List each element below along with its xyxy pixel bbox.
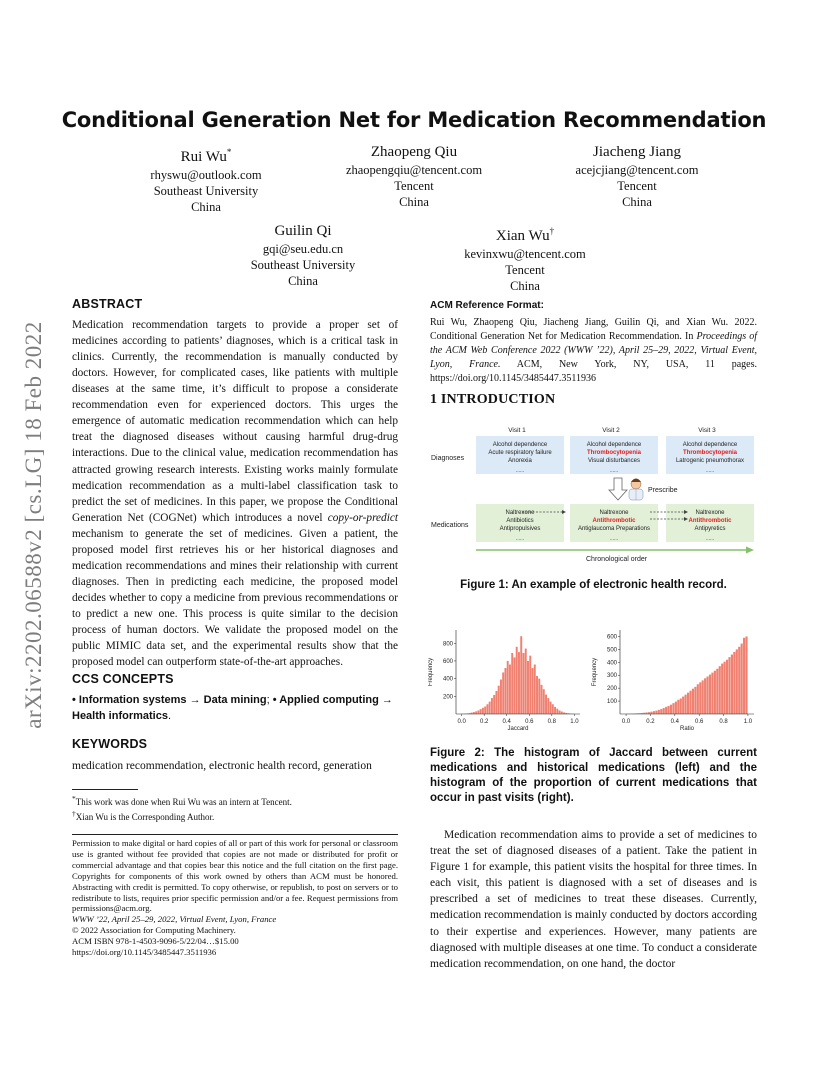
row-label-diagnoses: Diagnoses: [431, 455, 465, 462]
histogram-bar: [658, 710, 660, 714]
visit-label: Visit 1: [508, 427, 526, 434]
footnote-rule: [72, 789, 138, 790]
histogram-bar: [559, 710, 561, 714]
y-tick-label: 300: [606, 673, 617, 680]
medication-ellipsis: ......: [515, 536, 525, 542]
author-block: [527, 143, 747, 210]
histogram-bar: [556, 709, 558, 714]
medication-item: Antiglaucoma Preparations: [577, 526, 651, 532]
acm-ref-heading: ACM Reference Format:: [430, 300, 544, 311]
author-block: [304, 143, 524, 210]
y-tick-label: 100: [606, 699, 617, 706]
medication-item: Antibiotics: [506, 518, 534, 524]
histogram-bar: [536, 676, 538, 714]
arxiv-watermark: [14, 290, 54, 760]
histogram-bar: [543, 689, 545, 714]
x-tick-label: 0.2: [480, 719, 489, 725]
permission-isbn: ACM ISBN 978-1-4503-9096-5/22/04…$15.00: [72, 936, 239, 947]
medication-item: Naltrexone: [695, 510, 725, 516]
histogram-bar: [741, 644, 743, 714]
y-tick-label: 200: [442, 694, 453, 701]
x-tick-label: 0.4: [670, 719, 679, 725]
histogram-bar: [561, 712, 563, 714]
histogram-bar: [699, 682, 701, 714]
histogram-bar: [491, 698, 493, 714]
histogram-bar: [709, 675, 711, 714]
author-country: China: [510, 279, 540, 293]
author-name: Jiacheng Jiang: [593, 144, 681, 160]
diagnosis-item: Visual disturbances: [588, 458, 640, 464]
author-affil: Tencent: [394, 179, 434, 193]
author-email: acejcjiang@tencent.com: [575, 163, 699, 177]
prescribe-label: Prescribe: [648, 487, 678, 494]
histogram-bar: [513, 657, 515, 714]
abstract-text: Medication recommendation targets to provide a proper set of medicines according to patients’ diagnoses, which is a critical task in clinics. Currently, the recommendation is manually conducted by doctors. However, for complicated cases, like patients with multiple diseases at the same time, it’s difficult to propose a considerate recommendation even for experienced doctors. This urges the emergence of automatic medication recommendation which can help treat the diagnosed diseases without causing harmful drug-drug interactions. Due to the clinical value, medication recommendation has attracted growing research interests. Existing works mainly formulate medication recommendation as a multi-label classification task to predict the set of medicines. In this paper, we propose the Conditional Generation Net (COGNet) which introduces a novel copy-or-predict mechanism to generate the set of medicines. Given a patient, the proposed model first retrieves his or her historical diagnoses and medication recommendations and mines their relationship with current diagnoses. Then in predicting each medicine, the proposed model decides whether to copy a medicine from previous recommendations or to predict a new one. This process is quite similar to the decision process of human doctors. We validate the proposed model on the public MIMIC data set, and the experimental results show that the proposed model can outperform state-of-the-art approaches.: [72, 319, 398, 669]
author-affil: Tencent: [617, 179, 657, 193]
histogram-bar: [489, 702, 491, 714]
diagnosis-item: Alcohol dependence: [682, 442, 738, 448]
x-tick-label: 1.0: [570, 719, 579, 725]
histogram-bar: [738, 647, 740, 714]
x-tick-label: 0.4: [502, 719, 511, 725]
histogram-bar: [726, 660, 728, 714]
ccs-section: [72, 671, 398, 724]
permission-doi: https://doi.org/10.1145/3485447.3511936: [72, 947, 217, 958]
diagnosis-item: Alcohol dependence: [586, 442, 642, 448]
x-tick-label: 0.6: [525, 719, 534, 725]
histogram-bar: [552, 704, 554, 714]
keywords-text: medication recommendation, electronic health record, generation: [72, 760, 372, 773]
diagnosis-item: Thrombocytopenia: [586, 450, 642, 456]
y-tick-label: 600: [606, 634, 617, 641]
histogram-bar: [538, 679, 540, 714]
histogram-bar: [534, 664, 536, 714]
histogram-bar: [736, 649, 738, 714]
figure-1-ehr: [428, 422, 758, 572]
histogram-bar: [743, 638, 745, 714]
permission-venue: WWW ’22, April 25–29, 2022, Virtual Event, Lyon, France: [72, 914, 277, 925]
keywords-section: [72, 736, 398, 774]
x-tick-label: 0.8: [547, 719, 556, 725]
histogram-bar: [650, 712, 652, 714]
x-tick-label: 0.0: [457, 719, 466, 725]
medication-ellipsis: ......: [705, 536, 715, 542]
author-name: Zhaopeng Qiu: [370, 144, 458, 160]
medication-item: Naltrexone: [505, 510, 535, 516]
histogram-bar: [685, 695, 687, 714]
diagnosis-item: Alcohol dependence: [492, 442, 548, 448]
histogram-bar: [532, 668, 534, 714]
timeline-arrow: [476, 547, 754, 554]
histogram-jaccard: [428, 630, 580, 732]
x-axis-label: Jaccard: [507, 726, 529, 732]
author-country: China: [622, 195, 652, 209]
histogram-bar: [500, 680, 502, 714]
diagnosis-item: Latrogenic pneumothorax: [675, 458, 745, 464]
visit-label: Visit 2: [602, 427, 620, 434]
diagnosis-item: Acute respiratory failure: [488, 450, 552, 456]
x-tick-label: 0.6: [695, 719, 704, 725]
histogram-bar: [665, 707, 667, 714]
histogram-bar: [675, 702, 677, 714]
histogram-bar: [663, 708, 665, 714]
paper-title: Conditional Generation Net for Medication Recommendation: [61, 108, 767, 132]
histogram-bar: [509, 664, 511, 714]
histogram-bar: [547, 698, 549, 714]
y-tick-label: 200: [606, 686, 617, 693]
permission-text: Permission to make digital or hard copies of all or part of this work for personal or classroom use is granted without fee provided that copies are not made or distributed for profit or commercial advantage and that copies bear this notice and the full citation on the first page. Copyrights for components of this work owned by others than ACM must be honored. Abstracting with credit is permitted. To copy otherwise, or republish, to post on servers or to redistribute to lists, requires prior specific permission and/or a fee. Request permissions from permissions@acm.org.: [72, 838, 398, 914]
histogram-bar: [525, 649, 527, 714]
row-label-medications: Medications: [431, 522, 469, 529]
medication-item: Naltrexone: [599, 510, 629, 516]
histogram-bar: [682, 697, 684, 714]
histogram-bar: [706, 677, 708, 714]
histogram-bar: [689, 691, 691, 714]
arxiv-id-text: arXiv:2202.06588v2 [cs.LG] 18 Feb 2022: [21, 321, 46, 729]
x-tick-label: 1.0: [743, 719, 753, 725]
histogram-bar: [507, 661, 509, 714]
footnote-2: †Xian Wu is the Corresponding Author.: [72, 809, 215, 823]
author-email: gqi@seu.edu.cn: [262, 242, 344, 256]
histogram-bar: [745, 636, 747, 714]
histogram-bar: [687, 693, 689, 714]
histogram-bar: [668, 706, 670, 714]
histogram-bar: [719, 666, 721, 714]
histogram-bar: [655, 711, 657, 714]
ccs-text: • Information systems → Data mining; • Applied computing → Health informatics.: [72, 694, 393, 723]
visit-label: Visit 3: [698, 427, 716, 434]
author-block: [415, 222, 635, 294]
author-name: Rui Wu*: [180, 147, 232, 165]
prescribe-arrow-icon: [609, 478, 627, 500]
y-tick-label: 400: [606, 660, 617, 667]
histogram-bar: [724, 662, 726, 714]
author-affil: Tencent: [505, 263, 545, 277]
author-name: Guilin Qi: [274, 223, 332, 239]
histogram-bar: [702, 680, 704, 714]
histogram-bar: [653, 711, 655, 714]
histogram-bar: [670, 705, 672, 714]
histogram-ratio: [592, 630, 754, 732]
figure-2-caption: Figure 2: The histogram of Jaccard between current medications and historical medications (left) and the histogram of the proportion of current medications that occur in past visits (right).: [430, 747, 757, 804]
medication-item: Antipropulsives: [499, 526, 541, 532]
diagnosis-item: Anorexia: [508, 458, 532, 464]
medication-item: Antipyretics: [694, 526, 726, 532]
histogram-bar: [480, 709, 482, 714]
author-country: China: [191, 200, 221, 214]
histogram-bar: [721, 664, 723, 714]
intro-heading: 1 INTRODUCTION: [430, 392, 556, 407]
histogram-bar: [554, 707, 556, 714]
diagnosis-ellipsis: ......: [609, 468, 619, 474]
x-tick-label: 0.8: [719, 719, 728, 725]
histogram-bar: [694, 687, 696, 714]
histogram-bar: [697, 684, 699, 714]
histogram-bar: [523, 653, 525, 714]
diagnosis-item: Thrombocytopenia: [682, 450, 738, 456]
y-tick-label: 600: [442, 658, 453, 665]
permission-rule: [72, 834, 398, 835]
histogram-bar: [545, 695, 547, 714]
diagnosis-ellipsis: ......: [705, 468, 715, 474]
histogram-bar: [704, 678, 706, 714]
permission-copyright: © 2022 Association for Computing Machinery.: [72, 925, 236, 936]
histogram-bar: [672, 703, 674, 714]
doctor-icon: [629, 479, 643, 501]
y-tick-label: 500: [606, 647, 617, 654]
histogram-bar: [477, 710, 479, 714]
diagnosis-ellipsis: ......: [515, 468, 525, 474]
histogram-bar: [511, 653, 513, 714]
histogram-bar: [502, 672, 504, 714]
histogram-bar: [692, 689, 694, 714]
author-block: [96, 143, 316, 215]
histogram-bar: [716, 669, 718, 714]
histogram-bar: [493, 695, 495, 714]
histogram-bar: [527, 661, 529, 714]
author-affil: Southeast University: [153, 184, 259, 198]
abstract-heading: ABSTRACT: [72, 297, 143, 311]
histogram-bar: [680, 698, 682, 714]
histogram-bar: [495, 691, 497, 714]
abstract-section: [72, 296, 398, 670]
histogram-bar: [733, 652, 735, 714]
author-email: rhyswu@outlook.com: [150, 168, 262, 182]
histogram-bar: [516, 647, 518, 714]
y-axis-label: Frequency: [592, 657, 598, 687]
histogram-bar: [498, 686, 500, 714]
medication-item: Antithrombotic: [592, 518, 636, 524]
histogram-bar: [482, 708, 484, 714]
histogram-bar: [711, 673, 713, 714]
footnotes: [72, 793, 398, 823]
histogram-bar: [660, 709, 662, 714]
histogram-bar: [731, 655, 733, 714]
histogram-bar: [520, 636, 522, 714]
author-country: China: [288, 274, 318, 288]
histogram-bar: [486, 704, 488, 714]
author-affil: Southeast University: [250, 258, 356, 272]
timeline-label: Chronological order: [586, 556, 648, 563]
histogram-bar: [475, 711, 477, 714]
intro-text: Medication recommendation aims to provide a set of medicines to treat the set of diagnosed diseases of a patient. Take the patient in Figure 1 for example, this patient visits the hospital for three times. In each visit, this patient is diagnosed with a set of diseases and is prescribed a set of medicines to treat these diseases. Currently, medication recommendation is mainly conducted by doctors according to their expertise and experiences. However, many patients are diagnosed with multiple diseases at one time. To conduct a considerate medication recommendation, on one hand, the doctor: [430, 829, 757, 970]
histogram-bar: [541, 685, 543, 714]
figure-2-histograms: [428, 626, 762, 736]
acm-ref-text: Rui Wu, Zhaopeng Qiu, Jiacheng Jiang, Guilin Qi, and Xian Wu. 2022. Conditional Generation Net for Medication Recommendation. In Proceedings of the ACM Web Conference 2022 (WWW ’22), April 25–29, 2022, Virtual Event, Lyon, France. ACM, New York, NY, USA, 11 pages. https://doi.org/10.1145/3485447.3511936: [430, 317, 757, 385]
ccs-heading: CCS CONCEPTS: [72, 672, 174, 686]
intro-section: [430, 827, 757, 972]
author-name: Xian Wu†: [495, 226, 555, 244]
histogram-bar: [728, 657, 730, 714]
author-email: zhaopengqiu@tencent.com: [345, 163, 483, 177]
x-tick-label: 0.2: [646, 719, 655, 725]
histogram-bar: [504, 668, 506, 714]
medication-item: Antithrombotic: [688, 518, 732, 524]
author-email: kevinxwu@tencent.com: [464, 247, 586, 261]
histogram-bar: [677, 700, 679, 714]
keywords-heading: KEYWORDS: [72, 737, 148, 751]
histogram-bar: [714, 671, 716, 714]
histogram-bar: [518, 652, 520, 714]
author-country: China: [399, 195, 429, 209]
medication-ellipsis: ......: [609, 536, 619, 542]
histogram-bar: [550, 702, 552, 714]
footnote-1: *This work was done when Rui Wu was an intern at Tencent.: [72, 794, 292, 807]
y-tick-label: 400: [442, 676, 453, 683]
y-tick-label: 800: [442, 641, 453, 648]
figure-1-caption: Figure 1: An example of electronic health record.: [460, 579, 727, 591]
acm-reference: [430, 298, 757, 386]
histogram-bar: [529, 656, 531, 714]
histogram-bar: [484, 706, 486, 714]
x-tick-label: 0.0: [621, 719, 631, 725]
x-axis-label: Ratio: [679, 726, 695, 732]
permission-block: [72, 838, 398, 958]
y-axis-label: Frequency: [428, 657, 434, 687]
intro-heading-block: [430, 392, 757, 408]
author-block: [193, 222, 413, 289]
